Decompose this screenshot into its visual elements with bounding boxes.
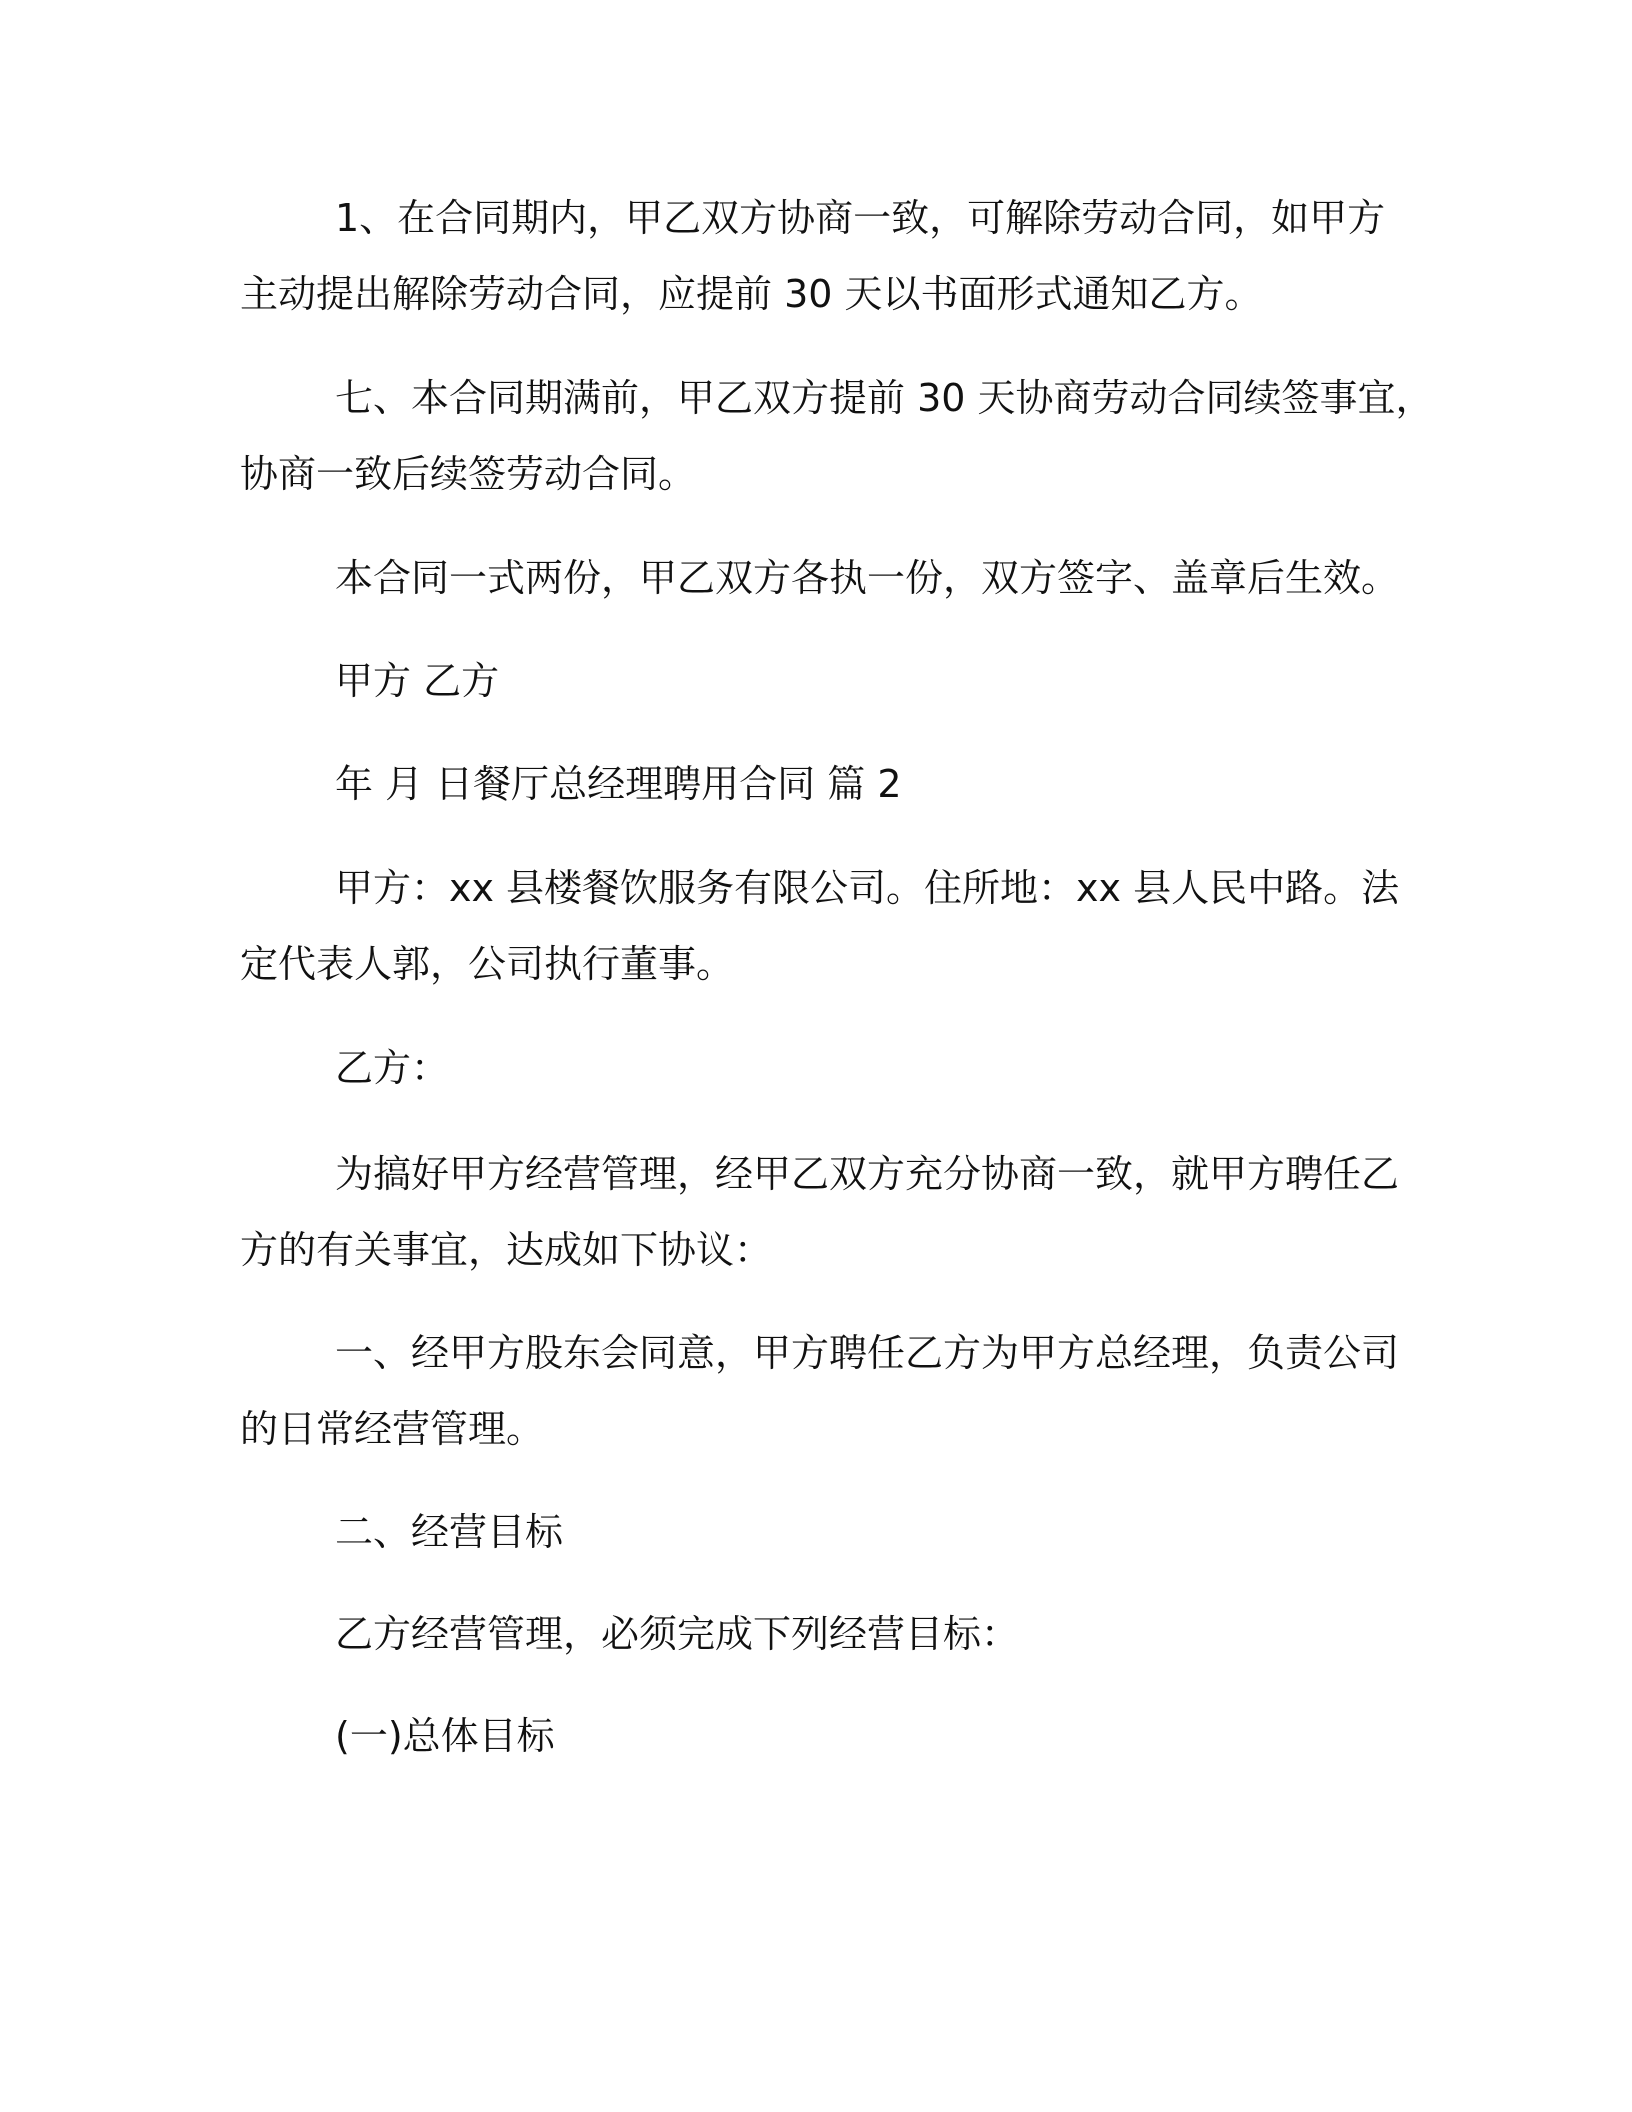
- text-line: 的日常经营管理。: [240, 1407, 545, 1451]
- paragraph-clause-one: [240, 1315, 1400, 1467]
- paragraph-targets-intro: [240, 1596, 1400, 1672]
- paragraph-clause-two-heading: [240, 1494, 1400, 1570]
- paragraph-party-a: [240, 850, 1400, 1002]
- paragraph-renewal-clause: [240, 360, 1434, 512]
- text-line: 甲方 乙方: [335, 659, 500, 703]
- paragraph-preamble: [240, 1136, 1400, 1288]
- paragraph-copies-clause: [240, 540, 1400, 616]
- text-line: 二、经营目标: [335, 1510, 564, 1554]
- text-line: 主动提出解除劳动合同，应提前 30 天以书面形式通知乙方。: [240, 272, 1263, 316]
- text-line: 本合同一式两份，甲乙双方各执一份，双方签字、盖章后生效。: [335, 556, 1400, 600]
- text-line: 七、本合同期满前，甲乙双方提前 30 天协商劳动合同续签事宜，: [335, 376, 1434, 420]
- paragraph-date-title: [240, 746, 1400, 822]
- text-line: 1、在合同期内，甲乙双方协商一致，可解除劳动合同，如甲方: [335, 196, 1386, 240]
- text-line: (一)总体目标: [335, 1714, 555, 1758]
- text-line: 方的有关事宜，达成如下协议：: [240, 1228, 773, 1272]
- paragraph-termination-clause: [240, 180, 1400, 332]
- paragraph-signatories: [240, 643, 1400, 719]
- text-line: 协商一致后续签劳动合同。: [240, 452, 697, 496]
- text-line: 年 月 日餐厅总经理聘用合同 篇 2: [335, 762, 902, 806]
- text-line: 一、经甲方股东会同意，甲方聘任乙方为甲方总经理，负责公司: [335, 1331, 1400, 1375]
- text-line: 为搞好甲方经营管理，经甲乙双方充分协商一致，就甲方聘任乙: [335, 1152, 1400, 1196]
- text-line: 乙方经营管理，必须完成下列经营目标：: [335, 1612, 1020, 1656]
- text-line: 甲方：xx 县楼餐饮服务有限公司。住所地：xx 县人民中路。法: [335, 866, 1400, 910]
- paragraph-overall-target-heading: [240, 1698, 1400, 1774]
- text-line: 定代表人郭，公司执行董事。: [240, 942, 735, 986]
- paragraph-party-b: [240, 1030, 1400, 1106]
- text-line: 乙方：: [335, 1046, 450, 1090]
